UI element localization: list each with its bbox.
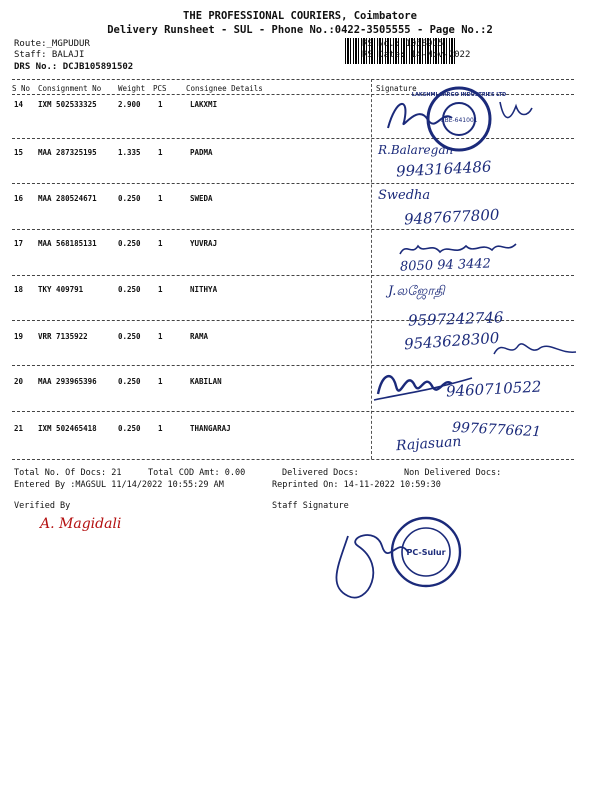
- row-divider: [12, 411, 574, 412]
- row-pcs: 1: [158, 332, 163, 341]
- row-consignee: LAKXMI: [190, 100, 218, 109]
- row-sno: 15: [14, 148, 24, 157]
- rs-date: RS Date: 14-Nov-2022: [362, 50, 471, 60]
- col-signature: Signature: [376, 84, 417, 93]
- runsheet-subtitle: Delivery Runsheet - SUL - Phone No.:0422-3505555 - Page No.:2: [107, 24, 493, 36]
- row-pcs: 1: [158, 239, 163, 248]
- verified-by-label: Verified By: [14, 501, 71, 511]
- row-pcs: 1: [158, 285, 163, 294]
- handwritten-phone: 9460710522: [445, 377, 542, 401]
- row-consignee: YUVRAJ: [190, 239, 218, 248]
- row-sno: 19: [14, 332, 24, 341]
- col-consignment: Consignment No: [38, 84, 102, 93]
- row-consignment: MAA 568185131: [38, 239, 97, 248]
- row-pcs: 1: [158, 194, 163, 203]
- table-bottom-rule: [12, 459, 574, 460]
- row-consignee: PADMA: [190, 148, 213, 157]
- handwritten-name: R.Balaregan: [378, 143, 454, 157]
- row-weight: 0.250: [118, 424, 141, 433]
- total-docs: Total No. Of Docs: 21: [14, 468, 122, 478]
- row-sno: 17: [14, 239, 24, 248]
- row-weight: 0.250: [118, 332, 141, 341]
- row-sno: 21: [14, 424, 24, 433]
- route-label: Route:_MGPUDUR: [14, 39, 90, 49]
- row-pcs: 1: [158, 424, 163, 433]
- row-weight: 0.250: [118, 285, 141, 294]
- row-consignment: MAA 293965396: [38, 377, 97, 386]
- row-consignment: TKY 409791: [38, 285, 84, 294]
- row-pcs: 1: [158, 100, 163, 109]
- stamp-center-text: CBE-641001: [440, 117, 478, 124]
- staff-label: Staff: BALAJI: [14, 50, 85, 60]
- handwritten-name: J.லஜோதி: [388, 284, 445, 299]
- handwritten-name: Rajasuan: [395, 433, 462, 455]
- row-consignee: SWEDA: [190, 194, 213, 203]
- col-consignee: Consignee Details: [186, 84, 263, 93]
- handwritten-phone: 9487677800: [403, 205, 500, 229]
- staff-stamp-text: PC-Sulur: [406, 548, 446, 557]
- entered-by: Entered By :MAGSUL 11/14/2022 10:55:29 AM: [14, 480, 224, 490]
- row-divider: [12, 365, 574, 366]
- row-consignee: THANGARAJ: [190, 424, 231, 433]
- col-weight: Weight: [118, 84, 146, 93]
- row-consignee: KABILAN: [190, 377, 222, 386]
- handwritten-phone: 9976776621: [451, 419, 542, 441]
- handwritten-name: Swedha: [378, 188, 431, 203]
- total-cod: Total COD Amt: 0.00: [148, 468, 246, 478]
- handwritten-phone: 9943164486: [395, 157, 492, 181]
- col-pcs: PCS: [153, 84, 167, 93]
- signature-row19: [490, 334, 580, 364]
- drs-number: DRS No.: DCJB105891502: [14, 62, 134, 72]
- row-weight: 0.250: [118, 194, 141, 203]
- row-consignee: RAMA: [190, 332, 209, 341]
- staff-signature: [318, 506, 478, 616]
- row-pcs: 1: [158, 377, 163, 386]
- col-sno: S No: [12, 84, 31, 93]
- staff-signature-label: Staff Signature: [272, 501, 349, 511]
- row-sno: 14: [14, 100, 24, 109]
- row-consignee: NITHYA: [190, 285, 218, 294]
- table-top-rule: [12, 79, 574, 80]
- row-consignment: MAA 287325195: [38, 148, 97, 157]
- row-sno: 16: [14, 194, 24, 203]
- row-consignment: MAA 280524671: [38, 194, 97, 203]
- delivered-docs: Delivered Docs:: [282, 468, 359, 478]
- company-title: THE PROFESSIONAL COURIERS, Coimbatore: [183, 10, 417, 22]
- handwritten-phone: 9597242746: [407, 308, 504, 330]
- row-divider: [12, 183, 574, 184]
- verified-signature: A. Magidali: [40, 516, 122, 532]
- row-consignment: VRR 7135922: [38, 332, 88, 341]
- row-consignment: IXM 502533325: [38, 100, 97, 109]
- handwritten-phone: 8050 94 3442: [399, 256, 492, 275]
- row-weight: 0.250: [118, 239, 141, 248]
- row-weight: 2.900: [118, 100, 141, 109]
- row-pcs: 1: [158, 148, 163, 157]
- stamp-ring-text: LAKSHMI CARGO INDUSTRIES LTD: [411, 92, 507, 98]
- row-sno: 18: [14, 285, 24, 294]
- reprinted-on: Reprinted On: 14-11-2022 10:59:30: [272, 480, 441, 490]
- row-divider: [12, 229, 574, 230]
- row-weight: 0.250: [118, 377, 141, 386]
- row-weight: 1.335: [118, 148, 141, 157]
- row-consignment: IXM 502465418: [38, 424, 97, 433]
- row-sno: 20: [14, 377, 24, 386]
- row-divider: [12, 275, 574, 276]
- non-delivered-docs: Non Delivered Docs:: [404, 468, 502, 478]
- rs-number: RS No.: 1058915: [362, 39, 444, 49]
- handwritten-phone: 9543628300: [403, 328, 500, 354]
